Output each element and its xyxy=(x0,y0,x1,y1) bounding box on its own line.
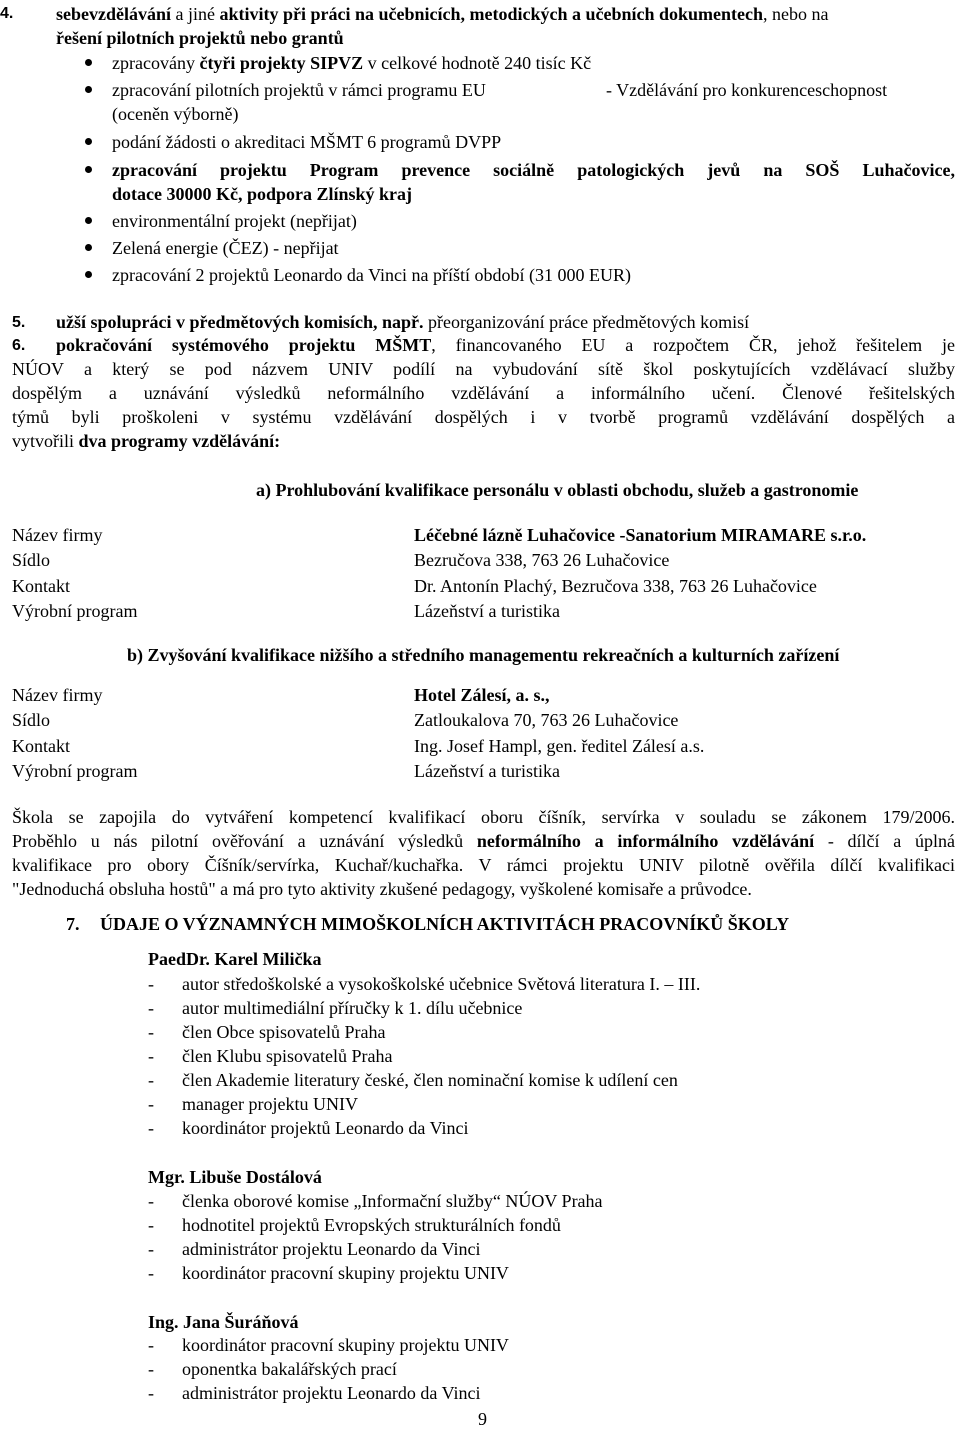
program-a-label: Kontakt xyxy=(12,576,70,596)
section-5-text: užší spolupráci v předmětových komisích, např. přeorganizování práce předmětových komisí xyxy=(56,312,750,332)
person-name: Ing. Jana Šuráňová xyxy=(148,1312,299,1332)
person-activity: oponentka bakalářských prací xyxy=(182,1359,397,1379)
person-activity: člen Akademie literatury české, člen nominační komise k udílení cen xyxy=(182,1070,678,1090)
section-7-title: ÚDAJE O VÝZNAMNÝCH MIMOŠKOLNÍCH AKTIVITÁCH PRACOVNÍKŮ ŠKOLY xyxy=(100,914,790,934)
section-6-line-4: týmů byli proškoleni v systému vzdělávání dospělých i v tvorbě programů vzdělávání dospělých a xyxy=(12,407,955,427)
bullet-icon xyxy=(85,271,92,278)
dash-marker: - xyxy=(148,998,154,1018)
person-activity: autor středoškolské a vysokoškolské učebnice Světová literatura I. – III. xyxy=(182,974,701,994)
program-b-label: Název firmy xyxy=(12,685,103,705)
dash-marker: - xyxy=(148,1118,154,1138)
person-activity: manager projektu UNIV xyxy=(182,1094,358,1114)
bullet-icon xyxy=(85,86,92,93)
bullet-item-eu-projects: zpracování pilotních projektů v rámci programu EU xyxy=(112,80,486,100)
program-a-value: Bezručova 338, 763 26 Luhačovice xyxy=(414,550,670,570)
program-b-value: Ing. Josef Hampl, gen. ředitel Zálesí a.s. xyxy=(414,736,705,756)
bullet-item-sipvz: zpracovány čtyři projekty SIPVZ v celkové hodnotě 240 tisíc Kč xyxy=(112,53,592,73)
dash-marker: - xyxy=(148,1094,154,1114)
dash-marker: - xyxy=(148,1239,154,1259)
program-b-value: Zatloukalova 70, 763 26 Luhačovice xyxy=(414,710,679,730)
section-6-line-1: pokračování systémového projektu MŠMT, financovaného EU a rozpočtem ČR, jehož řešitelem je xyxy=(56,335,956,355)
program-a-label: Výrobní program xyxy=(12,601,138,621)
section-6-line-5: vytvořili dva programy vzdělávání: xyxy=(12,431,281,451)
section-6-number: 6. xyxy=(12,337,26,354)
section-7-number: 7. xyxy=(66,914,80,934)
bullet-icon xyxy=(85,59,92,66)
person-activity: koordinátor projektů Leonardo da Vinci xyxy=(182,1118,469,1138)
school-line-3: kvalifikace pro obory Číšník/servírka, Kuchař/kuchařka. V rámci projektu UNIV pilotně ověřila dílčí kvalifikaci xyxy=(12,855,955,875)
section-6-line-2: NÚOV a který se pod názvem UNIV podílí na vybudování sítě škol poskytujících vzdělávací služby xyxy=(12,359,955,379)
program-b-label: Výrobní program xyxy=(12,761,138,781)
program-b-label: Kontakt xyxy=(12,736,70,756)
person-activity: hodnotitel projektů Evropských strukturálních fondů xyxy=(182,1215,561,1235)
bullet-item-prevention: zpracování projektu Program prevence sociálně patologických jevů na SOŠ Luhačovice, xyxy=(112,160,955,180)
section-4-number: 4. xyxy=(0,5,14,22)
bullet-item-msmt: podání žádosti o akreditaci MŠMT 6 programů DVPP xyxy=(112,132,502,152)
bullet-item-prevention-cont: dotace 30000 Kč, podpora Zlínský kraj xyxy=(112,184,413,204)
section-4-line-2: řešení pilotních projektů nebo grantů xyxy=(56,28,344,48)
bullet-item-eu-projects-note: (oceněn výborně) xyxy=(112,104,239,124)
program-b-label: Sídlo xyxy=(12,710,51,730)
bullet-icon xyxy=(85,138,92,145)
dash-marker: - xyxy=(148,974,154,994)
program-b-heading: b) Zvyšování kvalifikace nižšího a středního managementu rekreačních a kulturních zařízení xyxy=(127,645,840,665)
program-a-value: Léčebné lázně Luhačovice -Sanatorium MIRAMARE s.r.o. xyxy=(414,525,867,545)
program-a-heading: a) Prohlubování kvalifikace personálu v oblasti obchodu, služeb a gastronomie xyxy=(256,480,859,500)
person-name: PaedDr. Karel Milička xyxy=(148,949,322,969)
person-name: Mgr. Libuše Dostálová xyxy=(148,1167,322,1187)
section-5-number: 5. xyxy=(12,314,26,331)
bullet-icon xyxy=(85,166,92,173)
school-line-2: Proběhlo u nás pilotní ověřování a uznávání výsledků neformálního a informálního vzdělávání - dílčí a úplná xyxy=(12,831,956,851)
bullet-item-eu-projects-cont: - Vzdělávání pro konkurenceschopnost xyxy=(606,80,888,100)
section-4-line-1: sebevzdělávání a jiné aktivity při práci na učebnicích, metodických a učebních dokumentech, nebo na xyxy=(56,4,829,24)
program-a-label: Sídlo xyxy=(12,550,51,570)
dash-marker: - xyxy=(148,1046,154,1066)
section-6-line-3: dospělým a uznávání výsledků neformálního vzdělávání a informálního učení. Členové řešitelských xyxy=(12,383,955,403)
person-activity: administrátor projektu Leonardo da Vinci xyxy=(182,1383,481,1403)
bullet-item-leonardo: zpracování 2 projektů Leonardo da Vinci na příští období (31 000 EUR) xyxy=(112,265,631,285)
person-activity: koordinátor pracovní skupiny projektu UNIV xyxy=(182,1335,509,1355)
dash-marker: - xyxy=(148,1335,154,1355)
dash-marker: - xyxy=(148,1215,154,1235)
page-number: 9 xyxy=(478,1409,487,1429)
program-b-value: Lázeňství a turistika xyxy=(414,761,560,781)
person-activity: člen Klubu spisovatelů Praha xyxy=(182,1046,393,1066)
bullet-icon xyxy=(85,217,92,224)
person-activity: administrátor projektu Leonardo da Vinci xyxy=(182,1239,481,1259)
bullet-item-environment: environmentální projekt (nepřijat) xyxy=(112,211,357,231)
dash-marker: - xyxy=(148,1022,154,1042)
person-activity: autor multimediální příručky k 1. dílu učebnice xyxy=(182,998,523,1018)
person-activity: člen Obce spisovatelů Praha xyxy=(182,1022,386,1042)
bullet-item-cez: Zelená energie (ČEZ) - nepřijat xyxy=(112,238,339,258)
dash-marker: - xyxy=(148,1191,154,1211)
school-line-1: Škola se zapojila do vytváření kompetencí kvalifikací oboru číšník, servírka v souladu se zákonem 179/2006. xyxy=(12,807,955,827)
program-a-value: Dr. Antonín Plachý, Bezručova 338, 763 26 Luhačovice xyxy=(414,576,817,596)
dash-marker: - xyxy=(148,1383,154,1403)
person-activity: členka oborové komise „Informační služby“ NÚOV Praha xyxy=(182,1191,603,1211)
program-a-label: Název firmy xyxy=(12,525,103,545)
bullet-icon xyxy=(85,244,92,251)
program-b-value: Hotel Zálesí, a. s., xyxy=(414,685,550,705)
dash-marker: - xyxy=(148,1359,154,1379)
dash-marker: - xyxy=(148,1263,154,1283)
school-line-4: "Jednoduchá obsluha hostů" a má pro tyto aktivity zkušené pedagogy, vyškolené komisaře a průvodce. xyxy=(12,879,752,899)
person-activity: koordinátor pracovní skupiny projektu UNIV xyxy=(182,1263,509,1283)
program-a-value: Lázeňství a turistika xyxy=(414,601,560,621)
dash-marker: - xyxy=(148,1070,154,1090)
